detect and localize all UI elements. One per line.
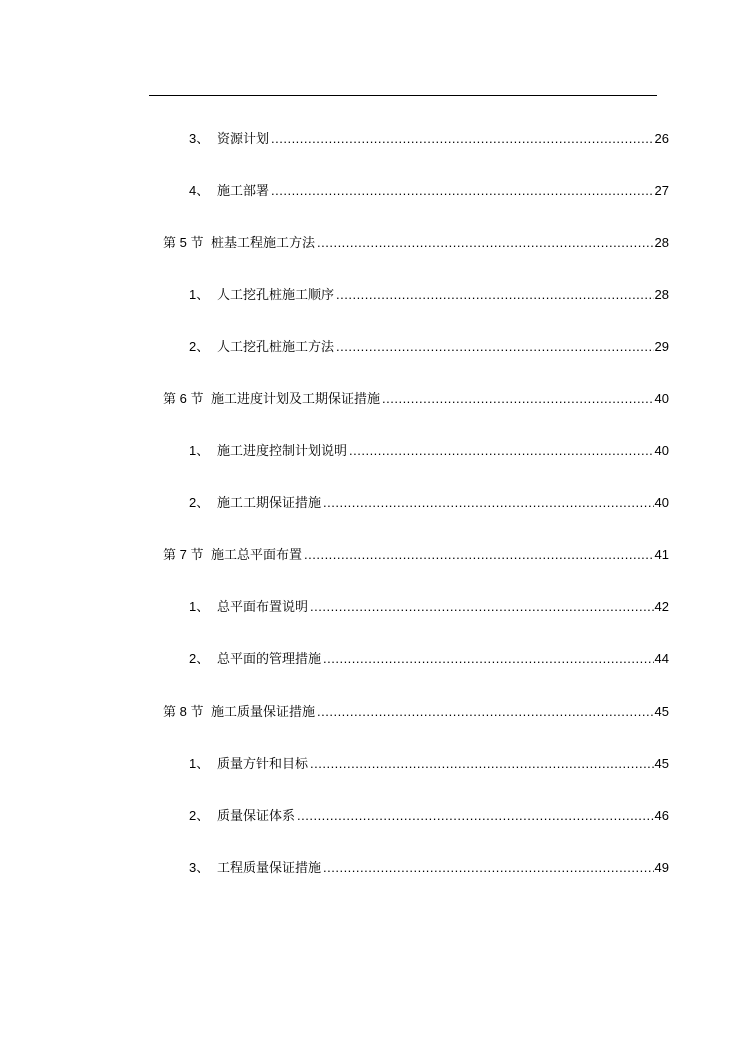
toc-entry-title: 总平面的管理措施 bbox=[217, 651, 322, 666]
toc-page-number: 49 bbox=[654, 860, 669, 875]
toc-section-title: 施工总平面布置 bbox=[211, 547, 303, 562]
toc-section-5[interactable] bbox=[163, 234, 669, 252]
toc-section-title: 桩基工程施工方法 bbox=[211, 235, 316, 250]
toc-page-number: 41 bbox=[654, 547, 669, 562]
toc-dot-leader bbox=[323, 650, 654, 668]
toc-entry-number: 1、 bbox=[189, 443, 210, 458]
toc-dot-leader bbox=[323, 859, 654, 877]
toc-entry-title: 工程质量保证措施 bbox=[217, 860, 322, 875]
toc-section-title: 施工质量保证措施 bbox=[211, 704, 316, 719]
toc-section-number: 第 7 节 bbox=[163, 547, 204, 562]
toc-entry-number: 2、 bbox=[189, 808, 210, 823]
toc-entry-7-2[interactable] bbox=[189, 650, 669, 668]
toc-dot-leader bbox=[336, 286, 654, 304]
toc-page-number: 29 bbox=[654, 339, 669, 354]
toc-page-number: 40 bbox=[654, 443, 669, 458]
toc-entry-title: 资源计划 bbox=[217, 131, 270, 146]
toc-page-number: 26 bbox=[654, 131, 669, 146]
toc-entry-3-resource-plan[interactable] bbox=[189, 130, 669, 148]
toc-entry-title: 人工挖孔桩施工方法 bbox=[217, 339, 335, 354]
toc-entry-8-3[interactable] bbox=[189, 859, 669, 877]
toc-entry-4-construction-deployment[interactable] bbox=[189, 182, 669, 200]
toc-page-number: 28 bbox=[654, 235, 669, 250]
toc-entry-title: 施工部署 bbox=[217, 183, 270, 198]
toc-page-number: 42 bbox=[654, 599, 669, 614]
toc-page-number: 45 bbox=[654, 704, 669, 719]
toc-dot-leader bbox=[349, 442, 654, 460]
toc-entry-title: 质量保证体系 bbox=[217, 808, 296, 823]
toc-section-8[interactable] bbox=[163, 703, 669, 721]
toc-entry-number: 4、 bbox=[189, 183, 210, 198]
toc-dot-leader bbox=[317, 703, 654, 721]
toc-entry-number: 1、 bbox=[189, 599, 210, 614]
toc-entry-6-1[interactable] bbox=[189, 442, 669, 460]
toc-entry-8-1[interactable] bbox=[189, 755, 669, 773]
toc-entry-8-2[interactable] bbox=[189, 807, 669, 825]
toc-page-number: 45 bbox=[654, 756, 669, 771]
toc-page-number: 27 bbox=[654, 183, 669, 198]
toc-dot-leader bbox=[336, 338, 654, 356]
toc-section-6[interactable] bbox=[163, 390, 669, 408]
toc-dot-leader bbox=[310, 755, 654, 773]
toc-entry-title: 施工工期保证措施 bbox=[217, 495, 322, 510]
toc-entry-title: 人工挖孔桩施工顺序 bbox=[217, 287, 335, 302]
toc-dot-leader bbox=[297, 807, 654, 825]
toc-entry-number: 1、 bbox=[189, 756, 210, 771]
toc-section-number: 第 6 节 bbox=[163, 391, 204, 406]
toc-section-7[interactable] bbox=[163, 546, 669, 564]
toc-entry-title: 质量方针和目标 bbox=[217, 756, 309, 771]
toc-entry-6-2[interactable] bbox=[189, 494, 669, 512]
toc-entry-number: 3、 bbox=[189, 131, 210, 146]
toc-dot-leader bbox=[271, 130, 654, 148]
toc-page-number: 46 bbox=[654, 808, 669, 823]
toc-entry-number: 1、 bbox=[189, 287, 210, 302]
toc-section-title: 施工进度计划及工期保证措施 bbox=[211, 391, 381, 406]
toc-entry-number: 2、 bbox=[189, 339, 210, 354]
toc-entry-number: 3、 bbox=[189, 860, 210, 875]
toc-entry-5-2[interactable] bbox=[189, 338, 669, 356]
toc-dot-leader bbox=[317, 234, 654, 252]
toc-dot-leader bbox=[310, 598, 654, 616]
toc-dot-leader bbox=[271, 182, 654, 200]
toc-section-number: 第 8 节 bbox=[163, 704, 204, 719]
toc-dot-leader bbox=[323, 494, 654, 512]
toc-entry-number: 2、 bbox=[189, 495, 210, 510]
toc-page-number: 28 bbox=[654, 287, 669, 302]
toc-page-number: 40 bbox=[654, 495, 669, 510]
toc-page-number: 44 bbox=[654, 651, 669, 666]
toc-entry-title: 施工进度控制计划说明 bbox=[217, 443, 348, 458]
toc-dot-leader bbox=[382, 390, 654, 408]
toc-entry-5-1[interactable] bbox=[189, 286, 669, 304]
toc-page-number: 40 bbox=[654, 391, 669, 406]
toc-entry-number: 2、 bbox=[189, 651, 210, 666]
toc-dot-leader bbox=[304, 546, 654, 564]
toc-section-number: 第 5 节 bbox=[163, 235, 204, 250]
toc-entry-7-1[interactable] bbox=[189, 598, 669, 616]
toc-entry-title: 总平面布置说明 bbox=[217, 599, 309, 614]
